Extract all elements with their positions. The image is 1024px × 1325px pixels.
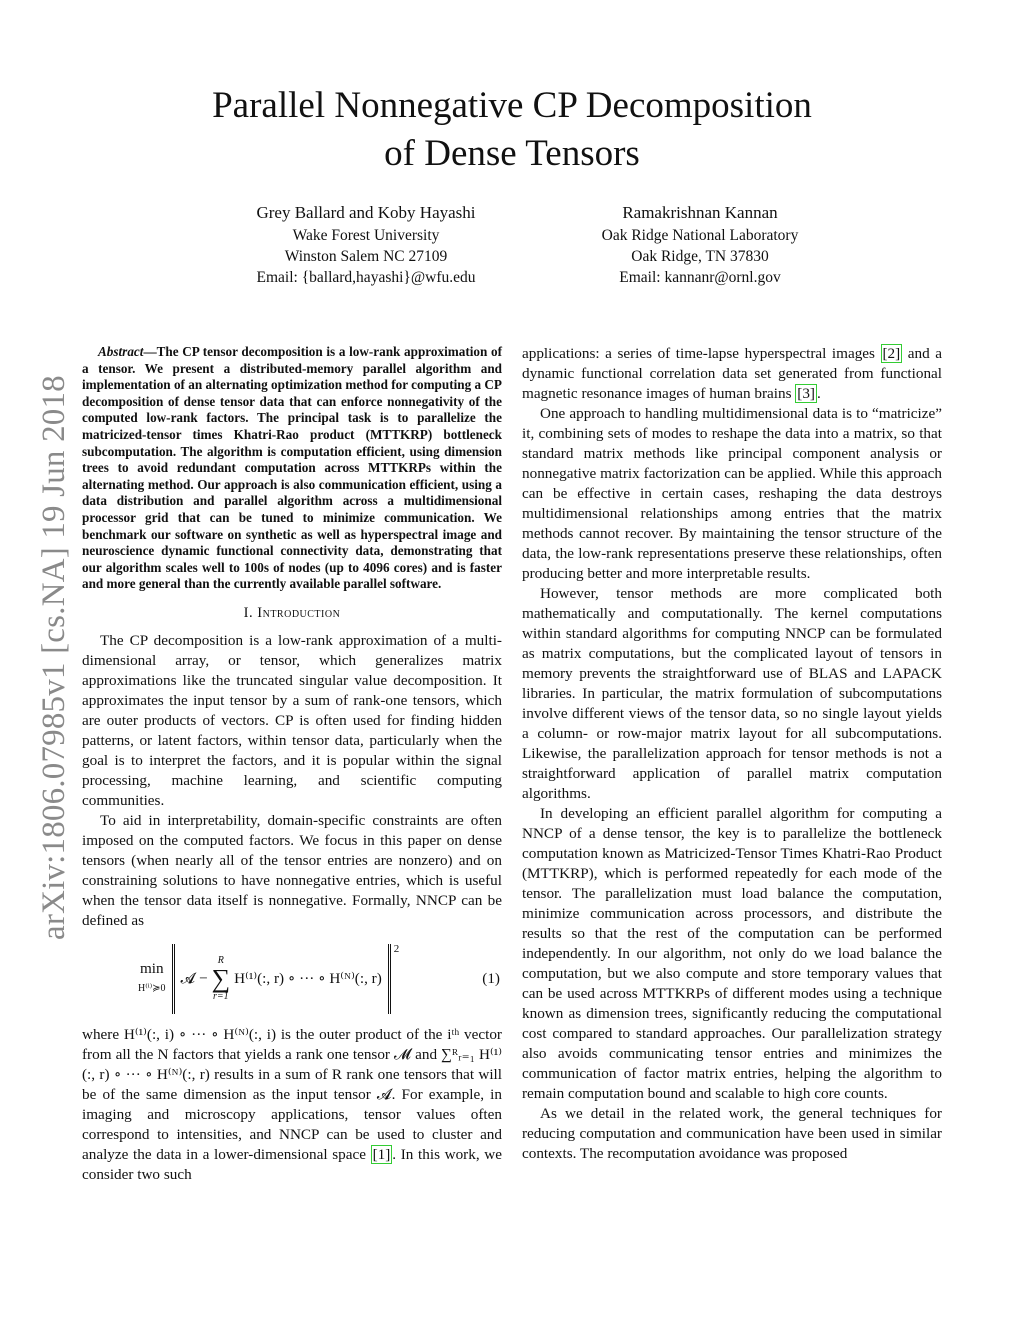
author-block-1 <box>206 201 526 288</box>
paragraph: One approach to handling multidimensional data is to “matricize” it, combining sets of modes to reshape the data into a matrix, so that standard matrix methods like principal component analysis or nonnegative matrix factorization can be applied. While this approach can be effective in certain cases, reshaping the data destroys multidimensional relationships among entries that the matrix methods cannot recover. By maintaining the tensor structure of the data, the low-rank representations preserve these relationships, often producing better and more interpretable results. <box>522 405 942 582</box>
text: where H⁽¹⁾(:, i) ∘ ··· ∘ H⁽ᴺ⁾(:, i) is the outer product of the iᵗʰ vector from all the N factors that yields a rank one tensor 𝓜 and ∑ᴿᵣ₌₁ H⁽¹⁾(:, r) ∘ ··· ∘ H⁽ᴺ⁾(:, r) results in a sum of R rank one tensors that will be of the same dimension as the input tensor 𝓐. For example, in imaging and microscopy applications, tensor values often correspond to intensities, and NNCP can be used to cluster and analyze the data in a lower-dimensional space <box>82 1025 502 1163</box>
author-affiliation: Oak Ridge National Laboratory <box>601 227 799 244</box>
abstract <box>82 344 502 593</box>
author-name: Ramakrishnan Kannan <box>622 203 778 222</box>
section-title: Introduction <box>257 604 341 621</box>
paragraph: The CP decomposition is a low-rank approximation of a multi-dimensional array, or tensor, which generalizes matrix approximations like the truncated singular value decomposition. It approximates the input tensor by a sum of rank-one tensors, which are outer products of vectors. CP is often used for finding hidden patterns, or latent factors, within tensor data, particularly when the goal is to interpret the factors, and it is popular within the signal processing, machine learning, and scientific computing communities. <box>82 631 502 809</box>
text: . <box>817 385 821 402</box>
author-affiliation: Wake Forest University <box>292 227 440 244</box>
text: applications: a series of time-lapse hyperspectral images <box>522 345 881 362</box>
equation-term: H⁽¹⁾(:, r) ∘ ··· ∘ H⁽ᴺ⁾(:, r) <box>234 969 382 987</box>
abstract-text: —The CP tensor decomposition is a low-rank approximation of a tensor. We present a distributed-memory parallel algorithm and implementation of an alternating optimization method for computing a CP decomposition of dense tensor data that can enforce nonnegativity of the computed low-rank factors. The principal task is to parallelize the matricized-tensor times Khatri-Rao product (MTTKRP) bottleneck subcomputation. The algorithm is computation efficient, using dimension trees to avoid redundant computation across MTTKRPs within the alternating method. Our approach is also communication efficient, using a data distribution and parallel algorithm across a multidimensional processor grid that can be tuned to minimize communication. We benchmark our software on synthetic as well as hyperspectral image and neuroscience dynamic functional connectivity data, demonstrating that our algorithm scales well to 100s of nodes (up to 4096 cores) and is faster and more general than the currently available parallel software. <box>82 344 502 592</box>
text: and a dynamic functional correlation data set generated from functional magnetic resonance images of human brains <box>522 345 942 402</box>
paragraph <box>82 1025 502 1185</box>
min-subscript: H⁽ⁱ⁾≽0 <box>138 982 166 994</box>
title-line-1: Parallel Nonnegative CP Decomposition <box>212 85 812 126</box>
min-label: min <box>139 959 164 977</box>
author-email: Email: {ballard,hayashi}@wfu.edu <box>256 269 476 286</box>
citation-link[interactable]: [3] <box>797 385 815 402</box>
norm-power: 2 <box>393 942 400 955</box>
sum-lower: r=1 <box>213 990 229 1002</box>
sigma-symbol: ∑ <box>211 963 231 993</box>
paper-title <box>100 82 924 178</box>
right-column <box>522 344 942 1164</box>
norm <box>172 944 391 1014</box>
section-heading <box>82 603 502 623</box>
paragraph: To aid in interpretability, domain-specific constraints are often imposed on the computed factors. We focus in this paper on dense tensors (when nearly all of the tensor entries are nonzero) and on constraining solutions to have nonnegative entries, which is useful when the tensor data itself is nonnegative. Formally, NNCP can be defined as <box>82 811 502 929</box>
citation-link[interactable]: [1] <box>372 1145 391 1163</box>
paragraph: In developing an efficient parallel algorithm for computing a NNCP of a dense tensor, the key is to parallelize the bottleneck computation known as Matricized-Tensor Times Khatri-Rao Product (MTTKRP), which is performed repeatedly for each mode of the tensor. The parallelization must load balance the computation, minimize communication across processors, and distribute the results so that the rest of the computation can be performed independently. In our algorithm, not only do we load balance the computation, but we also compute and store temporary values that can be used across MTTKRPs of different modes using a technique known as dimension trees, significantly reducing the computational cost compared to standard approaches. Our parallelization strategy also avoids communicating tensor entries and minimizes the communication of factor matrix entries, helping the algorithm to remain computation bound and scalable to high core counts. <box>522 805 942 1102</box>
left-column <box>82 344 502 1185</box>
arxiv-stamp: arXiv:1806.07985v1 [cs.NA] 19 Jun 2018 <box>36 375 72 940</box>
paragraph: However, tensor methods are more complicated both mathematically and computationally. The kernel computations within standard algorithms for computing NNCP can be formulated as matrix computations, but the complicated layout of tensors in memory prevents the straightforward use of BLAS and LAPACK libraries. In particular, the matrix formulation of subcomputations involve different views of the tensor data, so no single layout yields a column- or row-major matrix layout for all subcomputations. Likewise, the parallelization approach for tensor methods is not a straightforward application of parallel matrix computation algorithms. <box>522 585 942 802</box>
title-line-2: of Dense Tensors <box>384 133 640 174</box>
paragraph <box>522 344 942 404</box>
equation-lhs: 𝓐 − <box>180 969 208 987</box>
sum-upper: R <box>217 954 224 966</box>
equation-body <box>138 944 399 1014</box>
abstract-lead: Abstract <box>98 344 144 359</box>
author-block-2 <box>540 201 860 288</box>
paragraph: As we detail in the related work, the general techniques for reducing computation and communication have been used in similar contexts. The recomputation avoidance was proposed <box>522 1105 942 1162</box>
section-number: I. <box>243 604 254 621</box>
citation-link[interactable]: [2] <box>882 345 901 362</box>
author-address: Winston Salem NC 27109 <box>284 248 448 265</box>
author-address: Oak Ridge, TN 37830 <box>631 248 769 265</box>
author-email: Email: kannanr@ornl.gov <box>619 269 781 286</box>
equation-1 <box>82 939 502 1019</box>
author-name: Grey Ballard and Koby Hayashi <box>256 203 476 222</box>
equation-number: (1) <box>482 969 500 987</box>
text: . In this work, we consider two such <box>82 1145 502 1183</box>
summation <box>212 955 231 1003</box>
min-operator <box>138 959 166 999</box>
